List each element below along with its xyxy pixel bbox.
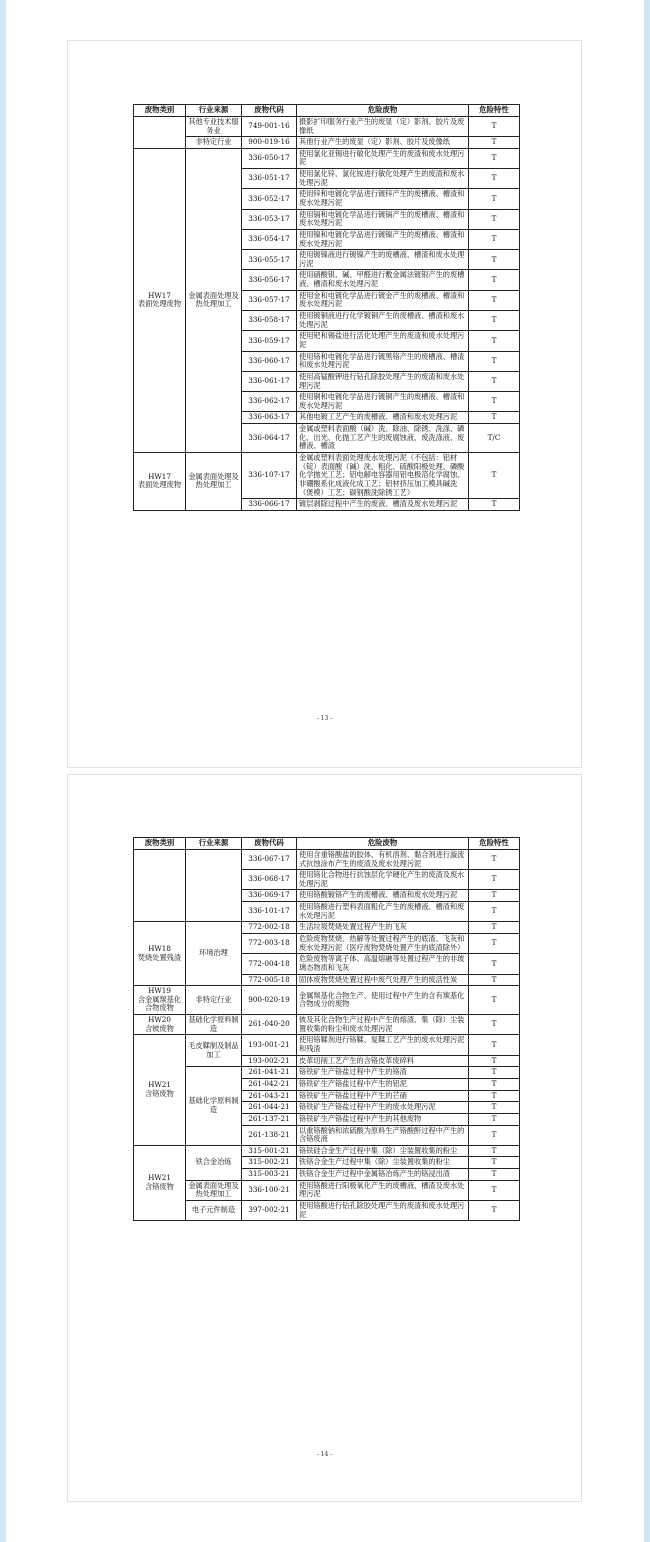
- waste-description-cell: 以重铬酸钠和浓硫酸为原料生产铬酸酐过程中产生的含铬废液: [297, 1125, 469, 1145]
- waste-description-cell: 使用硝酸银、碱、甲醛进行敷金属法镀银产生的废槽液、槽渣和废水处理污泥: [297, 270, 469, 290]
- header-industry-source: 行业来源: [186, 838, 242, 850]
- hazard-characteristic-cell: T: [469, 148, 520, 168]
- waste-code-cell: 261-138-21: [242, 1125, 297, 1145]
- waste-description-cell: 使用氯化锌、氯化铵进行敏化处理产生的废渣和废水处理污泥: [297, 169, 469, 189]
- hazard-characteristic-cell: T: [469, 371, 520, 391]
- waste-code-cell: 336-054-17: [242, 229, 297, 249]
- hazard-characteristic-cell: T: [469, 1125, 520, 1145]
- table-row: [134, 1145, 520, 1157]
- industry-source-cell: 电子元件制造: [186, 1201, 242, 1221]
- waste-code-cell: 261-043-21: [242, 1090, 297, 1102]
- waste-description-cell: 使用铬酸进行阳极氧化产生的废槽液、槽渣及废水处理污泥: [297, 1180, 469, 1200]
- table-row: [134, 453, 520, 499]
- hazard-characteristic-cell: T: [469, 922, 520, 934]
- waste-description-cell: 其他行业产生的废显（定）影剂、胶片及废像纸: [297, 137, 469, 149]
- waste-code-cell: 336-052-17: [242, 189, 297, 209]
- window-frame-right: [644, 0, 650, 1542]
- waste-description-cell: 铬铁矿生产铬盐过程中产生的废水处理污泥: [297, 1102, 469, 1114]
- waste-description-cell: 其他电镀工艺产生的废槽液、槽渣和废水处理污泥: [297, 412, 469, 424]
- waste-description-cell: 使用镍和电镀化学品进行镀镍产生的废槽液、槽渣和废水处理污泥: [297, 229, 469, 249]
- hazard-characteristic-cell: T: [469, 870, 520, 890]
- hazard-characteristic-cell: T: [469, 849, 520, 869]
- waste-description-cell: 危险废物焚烧、热解等处置过程产生的底渣、飞灰和废水处理污泥（医疗废物焚烧处置产生的底渣除外）: [297, 934, 469, 954]
- hazard-characteristic-cell: T: [469, 1145, 520, 1157]
- page-number: - 14 -: [316, 1451, 333, 1458]
- header-waste-code: 废物代码: [242, 838, 297, 850]
- waste-description-cell: 危险废物等离子体、高温熔融等处置过程产生的非玻璃态物质和飞灰: [297, 954, 469, 974]
- table-row: [134, 1015, 520, 1035]
- waste-code-cell: 261-044-21: [242, 1102, 297, 1114]
- waste-description-cell: 摄影扩印服务行业产生的废显（定）影剂、胶片及废像纸: [297, 116, 469, 136]
- hazard-characteristic-cell: T: [469, 351, 520, 371]
- hazard-characteristic-cell: T: [469, 270, 520, 290]
- hazard-characteristic-cell: T: [469, 116, 520, 136]
- waste-code-cell: 336-053-17: [242, 209, 297, 229]
- waste-description-cell: 使用铬酸进行塑料表面粗化产生的废槽液、槽渣和废水处理污泥: [297, 902, 469, 922]
- hazard-characteristic-cell: T: [469, 1078, 520, 1090]
- waste-description-cell: 使用锌和电镀化学品进行镀锌产生的废槽液、槽渣和废水处理污泥: [297, 189, 469, 209]
- waste-description-cell: 铬铁矿生产铬盐过程中产生的铝泥: [297, 1078, 469, 1090]
- waste-description-cell: 金属或塑料表面处理废水处理污泥（不包括：铝材（锭）表面酸（碱）洗、粗化、硫酸阳极处理、磷酸化学抛光工艺；铝电解电容器用铝电极箔化学腐蚀、非硼酸系化成液化成工艺；铝材挤压加工模具碱洗（煲模）工艺；碳钢酸洗除锈工艺）: [297, 453, 469, 499]
- waste-category-cell: HW18 焚烧处置残渣: [134, 922, 186, 986]
- waste-category-cell: HW17 表面处理废物: [134, 453, 186, 511]
- industry-source-cell: 基础化学原料制造: [186, 1015, 242, 1035]
- hazard-characteristic-cell: T: [469, 986, 520, 1015]
- header-hazardous-waste: 危险废物: [297, 105, 469, 117]
- industry-source-cell: 其他专业技术服务业: [186, 116, 242, 136]
- waste-code-cell: 336-100-21: [242, 1180, 297, 1200]
- table-row: [134, 148, 520, 168]
- waste-code-cell: 261-041-21: [242, 1067, 297, 1079]
- waste-code-cell: 315-003-21: [242, 1169, 297, 1181]
- document-page-13: [67, 40, 582, 768]
- hazard-characteristic-cell: T: [469, 229, 520, 249]
- header-hazard-characteristic: 危险特性: [469, 838, 520, 850]
- waste-code-cell: 900-019-16: [242, 137, 297, 149]
- waste-description-cell: 使用镀镍液进行镀镍产生的废槽液、槽渣和废水处理污泥: [297, 250, 469, 270]
- waste-description-cell: 铬铁硅合金生产过程中集（除）尘装置收集的粉尘: [297, 1145, 469, 1157]
- waste-category-cell: HW21 含铬废物: [134, 1035, 186, 1145]
- industry-source-cell: 非特定行业: [186, 137, 242, 149]
- hazard-characteristic-cell: T: [469, 169, 520, 189]
- table-row: [134, 137, 520, 149]
- waste-description-cell: 使用铜和电镀化学品进行镀铜产生的废槽液、槽渣和废水处理污泥: [297, 392, 469, 412]
- waste-description-cell: 使用铬鞣剂进行铬鞣、复鞣工艺产生的废水处理污泥和残渣: [297, 1035, 469, 1055]
- hazardous-waste-table: [133, 837, 520, 1221]
- waste-code-cell: 315-001-21: [242, 1145, 297, 1157]
- hazard-characteristic-cell: T: [469, 412, 520, 424]
- hazard-characteristic-cell: T: [469, 1113, 520, 1125]
- hazard-characteristic-cell: T: [469, 934, 520, 954]
- waste-description-cell: 生活垃圾焚烧处置过程产生的飞灰: [297, 922, 469, 934]
- waste-category-cell: HW19 含金属羰基化合物废物: [134, 986, 186, 1015]
- waste-code-cell: 772-005-18: [242, 974, 297, 986]
- waste-category-cell: [134, 116, 186, 148]
- industry-source-cell: [186, 849, 242, 921]
- header-industry-source: 行业来源: [186, 105, 242, 117]
- waste-code-cell: 749-001-16: [242, 116, 297, 136]
- hazard-characteristic-cell: T: [469, 331, 520, 351]
- waste-description-cell: 使用铬酸进行钻孔除胶处理产生的废渣和废水处理污泥: [297, 1201, 469, 1221]
- industry-source-cell: 环境治理: [186, 922, 242, 986]
- table-row: [134, 1180, 520, 1200]
- hazard-characteristic-cell: T: [469, 1055, 520, 1067]
- waste-code-cell: 336-061-17: [242, 371, 297, 391]
- waste-code-cell: 336-056-17: [242, 270, 297, 290]
- waste-code-cell: 336-107-17: [242, 453, 297, 499]
- table-row: [134, 849, 520, 869]
- industry-source-cell: 金属表面处理及热处理加工: [186, 1180, 242, 1200]
- waste-code-cell: 261-040-20: [242, 1015, 297, 1035]
- waste-description-cell: 使用高锰酸钾进行钻孔除胶处理产生的废渣和废水处理污泥: [297, 371, 469, 391]
- hazard-characteristic-cell: T: [469, 499, 520, 511]
- document-page-14: [67, 774, 582, 1502]
- hazard-characteristic-cell: T: [469, 250, 520, 270]
- hazard-characteristic-cell: T: [469, 1067, 520, 1079]
- hazard-characteristic-cell: T: [469, 1169, 520, 1181]
- waste-description-cell: 使用镀铜液进行化学镀铜产生的废槽液、槽渣和废水处理污泥: [297, 311, 469, 331]
- waste-code-cell: 193-001-21: [242, 1035, 297, 1055]
- industry-source-cell: 非特定行业: [186, 986, 242, 1015]
- waste-description-cell: 铍及其化合物生产过程中产生的熔渣、集（除）尘装置收集的粉尘和废水处理污泥: [297, 1015, 469, 1035]
- waste-category-cell: HW20 含铍废物: [134, 1015, 186, 1035]
- hazard-characteristic-cell: T: [469, 954, 520, 974]
- waste-code-cell: 336-067-17: [242, 849, 297, 869]
- hazard-characteristic-cell: T: [469, 453, 520, 499]
- waste-code-cell: 336-051-17: [242, 169, 297, 189]
- page-number: - 13 -: [316, 715, 333, 722]
- waste-code-cell: 336-069-17: [242, 890, 297, 902]
- industry-source-cell: 铁合金冶炼: [186, 1145, 242, 1180]
- table-row: [134, 116, 520, 136]
- waste-description-cell: 使用钯和锡盐进行活化处理产生的废渣和废水处理污泥: [297, 331, 469, 351]
- waste-code-cell: 336-057-17: [242, 290, 297, 310]
- waste-description-cell: 使用镉和电镀化学品进行镀镉产生的废槽液、槽渣和废水处理污泥: [297, 209, 469, 229]
- header-waste-category: 废物类别: [134, 105, 186, 117]
- header-hazardous-waste: 危险废物: [297, 838, 469, 850]
- waste-description-cell: 固体废物焚烧处置过程中废气处理产生的废活性炭: [297, 974, 469, 986]
- hazard-characteristic-cell: T: [469, 902, 520, 922]
- waste-description-cell: 镀层剥除过程中产生的废液、槽渣及废水处理污泥: [297, 499, 469, 511]
- table-row: [134, 1201, 520, 1221]
- hazard-characteristic-cell: T: [469, 1015, 520, 1035]
- table-header-row: [134, 105, 520, 117]
- waste-description-cell: 铬铁矿生产铬盐过程中产生的铬渣: [297, 1067, 469, 1079]
- hazard-characteristic-cell: T: [469, 974, 520, 986]
- hazard-characteristic-cell: T: [469, 890, 520, 902]
- waste-description-cell: 使用铬和电镀化学品进行镀黑铬产生的废槽液、槽渣和废水处理污泥: [297, 351, 469, 371]
- header-waste-code: 废物代码: [242, 105, 297, 117]
- hazard-characteristic-cell: T: [469, 1035, 520, 1055]
- hazard-characteristic-cell: T: [469, 209, 520, 229]
- waste-code-cell: 772-004-18: [242, 954, 297, 974]
- waste-code-cell: 336-062-17: [242, 392, 297, 412]
- hazardous-waste-table: [133, 104, 520, 511]
- table-header-row: [134, 838, 520, 850]
- waste-code-cell: 772-002-18: [242, 922, 297, 934]
- waste-category-cell: [134, 849, 186, 921]
- table-row: [134, 922, 520, 934]
- header-hazard-characteristic: 危险特性: [469, 105, 520, 117]
- hazard-characteristic-cell: T: [469, 1090, 520, 1102]
- table-row: [134, 986, 520, 1015]
- waste-code-cell: 336-055-17: [242, 250, 297, 270]
- hazard-characteristic-cell: T: [469, 1201, 520, 1221]
- waste-code-cell: 336-066-17: [242, 499, 297, 511]
- industry-source-cell: 毛皮鞣制及制品加工: [186, 1035, 242, 1067]
- waste-description-cell: 使用氯化亚锡进行敏化处理产生的废渣和废水处理污泥: [297, 148, 469, 168]
- window-frame-left: [0, 0, 6, 1542]
- waste-code-cell: 397-002-21: [242, 1201, 297, 1221]
- waste-code-cell: 336-068-17: [242, 870, 297, 890]
- waste-description-cell: 皮革切削工艺产生的含铬皮革废碎料: [297, 1055, 469, 1067]
- waste-code-cell: 900-020-19: [242, 986, 297, 1015]
- waste-code-cell: 336-050-17: [242, 148, 297, 168]
- waste-description-cell: 使用铬化合物进行抗蚀层化学硬化产生的废渣及废水处理污泥: [297, 870, 469, 890]
- waste-description-cell: 金属羰基化合物生产、使用过程中产生的含有羰基化合物成分的废物: [297, 986, 469, 1015]
- hazard-characteristic-cell: T: [469, 1180, 520, 1200]
- waste-code-cell: 336-060-17: [242, 351, 297, 371]
- waste-code-cell: 261-042-21: [242, 1078, 297, 1090]
- hazard-characteristic-cell: T: [469, 1157, 520, 1169]
- hazard-characteristic-cell: T: [469, 311, 520, 331]
- waste-description-cell: 使用含重铬酸盐的胶体、有机溶剂、黏合剂进行漩流式抗蚀涂布产生的废渣及废水处理污泥: [297, 849, 469, 869]
- hazard-characteristic-cell: T: [469, 1102, 520, 1114]
- waste-code-cell: 193-002-21: [242, 1055, 297, 1067]
- waste-code-cell: 336-064-17: [242, 424, 297, 453]
- industry-source-cell: 金属表面处理及热处理加工: [186, 148, 242, 452]
- industry-source-cell: 金属表面处理及热处理加工: [186, 453, 242, 511]
- header-waste-category: 废物类别: [134, 838, 186, 850]
- waste-code-cell: 336-063-17: [242, 412, 297, 424]
- waste-description-cell: 使用铬酸镀铬产生的废槽液、槽渣和废水处理污泥: [297, 890, 469, 902]
- hazard-characteristic-cell: T: [469, 392, 520, 412]
- waste-description-cell: 使用金和电镀化学品进行镀金产生的废槽液、槽渣和废水处理污泥: [297, 290, 469, 310]
- waste-category-cell: HW17 表面处理废物: [134, 148, 186, 452]
- waste-description-cell: 铁铬合金生产过程中金属铬冶炼产生的铬浸出渣: [297, 1169, 469, 1181]
- waste-code-cell: 336-058-17: [242, 311, 297, 331]
- waste-code-cell: 315-002-21: [242, 1157, 297, 1169]
- hazard-characteristic-cell: T: [469, 137, 520, 149]
- table-row: [134, 1035, 520, 1055]
- waste-code-cell: 336-101-17: [242, 902, 297, 922]
- waste-code-cell: 261-137-21: [242, 1113, 297, 1125]
- waste-description-cell: 铬铁矿生产铬盐过程中产生的芒硝: [297, 1090, 469, 1102]
- waste-description-cell: 铬铁矿生产铬盐过程中产生的其他废物: [297, 1113, 469, 1125]
- industry-source-cell: 基础化学原料制造: [186, 1067, 242, 1145]
- table-row: [134, 1067, 520, 1079]
- waste-category-cell: HW21 含铬废物: [134, 1145, 186, 1220]
- hazard-characteristic-cell: T: [469, 189, 520, 209]
- waste-code-cell: 336-059-17: [242, 331, 297, 351]
- waste-description-cell: 铁铬合金生产过程中集（除）尘装置收集的粉尘: [297, 1157, 469, 1169]
- hazard-characteristic-cell: T: [469, 290, 520, 310]
- waste-code-cell: 772-003-18: [242, 934, 297, 954]
- hazard-characteristic-cell: T/C: [469, 424, 520, 453]
- waste-description-cell: 金属或塑料表面酸（碱）洗、除油、除锈、洗涤、磷化、出光、化抛工艺产生的废腐蚀液、废洗涤液、废槽液、槽渣: [297, 424, 469, 453]
